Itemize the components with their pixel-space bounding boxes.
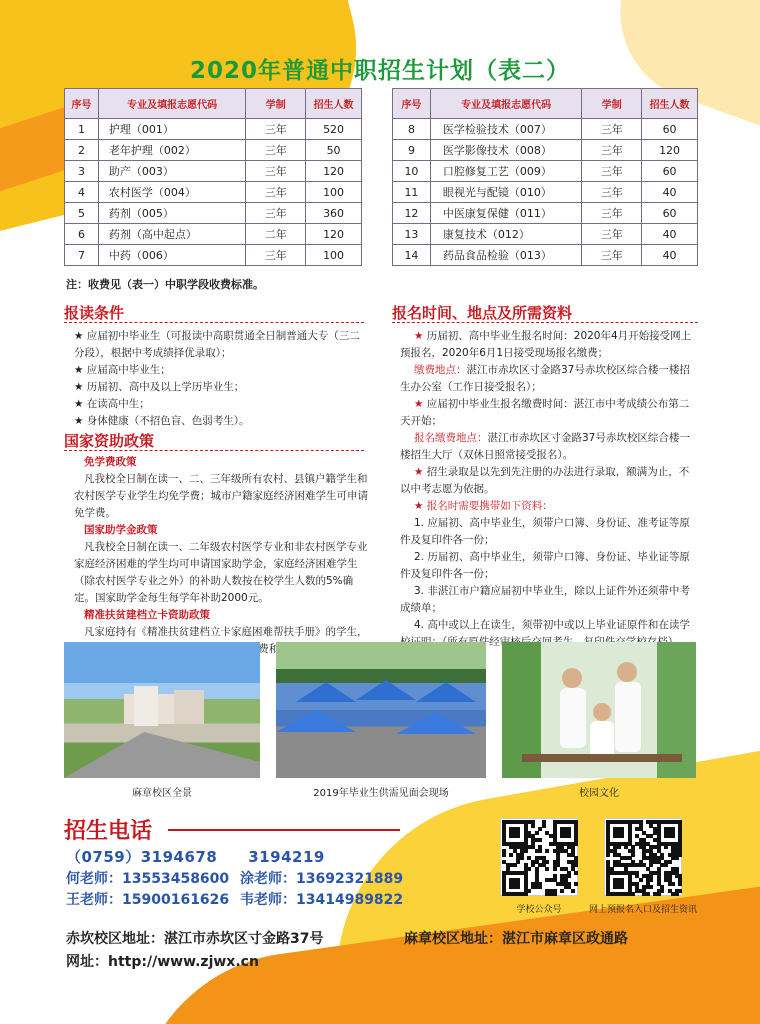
- qr-module: [553, 892, 557, 896]
- major-name: 康复技术（012）: [430, 224, 582, 245]
- col-header-count: 招生人数: [306, 89, 362, 119]
- teacher-phone: 13553458600: [122, 871, 230, 887]
- study-years: 三年: [582, 161, 642, 182]
- fee-note: 注：收费见（表一）中职学段收费标准。: [66, 278, 264, 291]
- plan-table-left: [64, 88, 362, 266]
- conditions-list: [74, 328, 370, 430]
- qr-module: [631, 853, 635, 857]
- address-value: 湛江市麻章区政通路: [502, 931, 628, 947]
- qr-module: [560, 889, 564, 893]
- free-tuition-title: 免学费政策: [84, 456, 137, 468]
- study-years: 三年: [246, 161, 306, 182]
- table-row: [65, 203, 362, 224]
- major-name: 农村医学（004）: [98, 182, 246, 203]
- star-icon: ★: [414, 398, 427, 410]
- qr-module: [571, 889, 575, 893]
- study-years: 三年: [246, 182, 306, 203]
- teacher-phone: 13414989822: [296, 892, 404, 908]
- major-name: 口腔修复工艺（009）: [430, 161, 582, 182]
- qr-module: [538, 838, 542, 842]
- enroll-count: 60: [642, 119, 698, 140]
- qr-module: [678, 882, 682, 886]
- qr-module: [545, 867, 549, 871]
- section-title-aid: 国家资助政策: [64, 432, 155, 450]
- qr-module: [620, 834, 624, 838]
- qr-module: [671, 834, 675, 838]
- address-label: 麻章校区地址：: [404, 931, 502, 947]
- qr-module: [649, 863, 653, 867]
- teacher-phone: 15900161626: [122, 892, 230, 908]
- teacher-name: 韦老师：: [240, 892, 296, 908]
- study-years: 三年: [582, 140, 642, 161]
- contact-divider: [168, 829, 400, 831]
- poverty-aid-text: 凡家庭持有《精准扶贫建档立卡家庭困难帮扶手册》的学生， 学费和国: [84, 626, 368, 655]
- major-name: 中医康复保健（011）: [430, 203, 582, 224]
- row-number: 7: [65, 245, 99, 266]
- qr-module: [527, 889, 531, 893]
- major-name: 护理（001）: [98, 119, 246, 140]
- plan-table-right: [392, 88, 698, 266]
- qr-module: [678, 889, 682, 893]
- table-row: [393, 224, 698, 245]
- col-header-years: 学制: [246, 89, 306, 119]
- campus-panorama-photo: [64, 642, 260, 778]
- qr-module: [646, 892, 650, 896]
- qr-module: [527, 867, 531, 871]
- study-years: 三年: [582, 182, 642, 203]
- qr-module: [664, 845, 668, 849]
- study-years: 三年: [582, 203, 642, 224]
- qr-module: [668, 860, 672, 864]
- qr-module: [538, 885, 542, 889]
- table-row: [65, 119, 362, 140]
- nurses-illustration: [502, 642, 696, 778]
- material-item: 4. 高中或以上在读生，须带初中或以上毕业证原件和在读学 件经: [414, 619, 690, 648]
- row-number: 1: [65, 119, 99, 140]
- main-phone: （0759）3194678 3194219: [66, 848, 325, 866]
- qr-module: [545, 849, 549, 853]
- col-header-no: 序号: [393, 89, 431, 119]
- qr-module: [639, 878, 643, 882]
- qr-module: [606, 853, 610, 857]
- row-number: 12: [393, 203, 431, 224]
- qr-module: [545, 860, 549, 864]
- study-years: 三年: [246, 245, 306, 266]
- condition-item: ★ 应届初中毕业生（可报读中高职贯通全日制普通大专（三二分段），根据中考成绩择优录取）；: [74, 330, 360, 359]
- table-row: [393, 203, 698, 224]
- building-illustration: [64, 642, 260, 778]
- study-years: 二年: [246, 224, 306, 245]
- col-header-no: 序号: [65, 89, 99, 119]
- website-link[interactable]: http://www.zjwx.cn: [108, 954, 259, 970]
- qr-module: [617, 845, 621, 849]
- col-header-years: 学制: [582, 89, 642, 119]
- enroll-count: 120: [642, 140, 698, 161]
- qr-module: [664, 863, 668, 867]
- page-title: 2020年普通中职招生计划（表二）: [189, 58, 570, 84]
- qr-module: [660, 889, 664, 893]
- section-title-registration: 报名时间、地点及所需资料: [392, 304, 573, 322]
- row-number: 14: [393, 245, 431, 266]
- table-row: [393, 119, 698, 140]
- condition-item: ★ 历届初、高中及以上学历毕业生；: [74, 381, 245, 393]
- enroll-count: 120: [306, 224, 362, 245]
- row-number: 10: [393, 161, 431, 182]
- enroll-count: 40: [642, 245, 698, 266]
- address-chikan: [66, 928, 323, 948]
- major-name: 药品食品检验（013）: [430, 245, 582, 266]
- qr-module: [649, 878, 653, 882]
- qr-module: [516, 834, 520, 838]
- teacher-contact: [240, 889, 403, 909]
- junior-fee-time: 应届初中毕业生报名缴费时间：湛江市中考成绩公布第二天开始；: [400, 398, 690, 427]
- website: [66, 951, 259, 971]
- table-row: [65, 245, 362, 266]
- enroll-count: 50: [306, 140, 362, 161]
- fee-place-label: 缴费地点：: [414, 364, 467, 376]
- qr-module: [631, 892, 635, 896]
- qr-module: [567, 834, 571, 838]
- qr-module: [516, 885, 520, 889]
- study-years: 三年: [246, 119, 306, 140]
- star-icon: ★: [414, 330, 427, 342]
- qr-module: [675, 892, 679, 896]
- table-row: [393, 140, 698, 161]
- row-number: 2: [65, 140, 99, 161]
- teacher-contact: [240, 868, 403, 888]
- enroll-count: 360: [306, 203, 362, 224]
- enroll-count: 520: [306, 119, 362, 140]
- qr-module: [524, 849, 528, 853]
- qr-module: [574, 882, 578, 886]
- enroll-count: 60: [642, 203, 698, 224]
- col-header-major: 专业及填报志愿代码: [430, 89, 582, 119]
- study-years: 三年: [582, 245, 642, 266]
- teacher-contact: [66, 889, 229, 909]
- free-tuition-text: 凡我校全日制在读一、二、三年级所有农村、县镇户籍学生和农村医学专业学生均免学费；城市户籍家庭经济困难学生可申请免学费。: [74, 473, 368, 519]
- row-number: 3: [65, 161, 99, 182]
- registration-place-text: 湛江市赤坎区寸金路37号赤坎校区综合楼一楼招生大厅（双休日照常接受报名）。: [400, 432, 690, 461]
- materials-label: 报名时需要携带如下资料：: [426, 500, 553, 512]
- qr-module: [574, 871, 578, 875]
- qr-module: [620, 885, 624, 889]
- contact-title: 招生电话: [64, 819, 153, 844]
- qr-module: [535, 831, 539, 835]
- qr-label: 学校公众号: [516, 905, 562, 915]
- table-row: [393, 161, 698, 182]
- poverty-aid-title: 精准扶贫建档立卡资助政策: [84, 609, 210, 621]
- qr-module: [542, 824, 546, 828]
- row-number: 6: [65, 224, 99, 245]
- job-fair-photo: [276, 642, 486, 778]
- admission-rule: 招生录取是以先到先注册的办法进行录取，额满为止，不以中考志愿为依据。: [400, 466, 690, 495]
- address-value: 湛江市赤坎区寸金路37号: [164, 931, 324, 947]
- registration-place-label: 报名缴费地点：: [414, 432, 488, 444]
- study-years: 三年: [582, 224, 642, 245]
- qr-code-official-account[interactable]: [500, 818, 578, 896]
- enroll-count: 60: [642, 161, 698, 182]
- condition-item: ★ 在读高中生；: [74, 398, 150, 410]
- grant-title: 国家助学金政策: [84, 524, 158, 536]
- major-name: 眼视光与配镜（010）: [430, 182, 582, 203]
- enroll-count: 120: [306, 161, 362, 182]
- photo-caption: 麻章校区全景: [132, 788, 192, 799]
- table-row: [65, 140, 362, 161]
- major-name: 医学影像技术（008）: [430, 140, 582, 161]
- section-divider: [392, 322, 698, 323]
- material-item: 2. 历届初、高中毕业生，须带户口簿、身份证、毕业证等原件及复印件各一份；: [400, 551, 690, 580]
- photo-caption: 2019年毕业生供需见面会现场: [313, 788, 449, 799]
- row-number: 11: [393, 182, 431, 203]
- qr-module: [675, 856, 679, 860]
- major-name: 药剂（高中起点）: [98, 224, 246, 245]
- tents-illustration: [276, 642, 486, 778]
- section-divider: [64, 450, 364, 451]
- enroll-count: 40: [642, 224, 698, 245]
- qr-module: [538, 849, 542, 853]
- enroll-count: 100: [306, 182, 362, 203]
- qr-module: [657, 892, 661, 896]
- qr-module: [509, 853, 513, 857]
- address-label: 赤坎校区地址：: [66, 931, 164, 947]
- qr-module: [649, 885, 653, 889]
- qr-code-online-registration[interactable]: [604, 818, 682, 896]
- table-row: [393, 182, 698, 203]
- photo-caption: 校园文化: [579, 788, 619, 799]
- fee-place-text: 湛江市赤坎区寸金路37号赤坎校区综合楼一楼招生办公室（工作日接受报名）；: [400, 364, 690, 393]
- qr-module: [671, 882, 675, 886]
- col-header-major: 专业及填报志愿代码: [98, 89, 246, 119]
- star-icon: ★: [414, 500, 427, 512]
- aid-policy-text: [74, 454, 370, 658]
- address-mazhang: [404, 928, 628, 948]
- teacher-name: 王老师：: [66, 892, 122, 908]
- qr-label: 网上预报名入口及招生资讯: [588, 905, 697, 915]
- qr-module: [502, 853, 506, 857]
- star-icon: ★: [414, 466, 427, 478]
- row-number: 5: [65, 203, 99, 224]
- row-number: 13: [393, 224, 431, 245]
- major-name: 助产（003）: [98, 161, 246, 182]
- table-row: [393, 245, 698, 266]
- qr-module: [516, 860, 520, 864]
- teacher-phone: 13692321889: [296, 871, 404, 887]
- section-divider: [64, 322, 364, 323]
- table-row: [65, 161, 362, 182]
- enroll-count: 40: [642, 182, 698, 203]
- condition-item: ★ 应届高中毕业生；: [74, 364, 171, 376]
- study-years: 三年: [246, 140, 306, 161]
- major-name: 中药（006）: [98, 245, 246, 266]
- grant-text: 凡我校全日制在读一、二年级农村医学专业和非农村医学专业家庭经济困难的学生均可申请国家助学金，家庭经济困难学生（除农村医学专业之外）的补助人数按在校学生人数的5%确定。国家助学金每生每学年补助2000元。: [74, 541, 368, 604]
- study-years: 三年: [582, 119, 642, 140]
- teacher-contact: [66, 868, 229, 888]
- row-number: 8: [393, 119, 431, 140]
- col-header-count: 招生人数: [642, 89, 698, 119]
- qr-module: [567, 874, 571, 878]
- condition-item: ★ 身体健康（不招色盲、色弱考生）。: [74, 415, 250, 427]
- registration-text: [400, 328, 698, 651]
- qr-module: [574, 842, 578, 846]
- material-item: 3. 非湛江市户籍应届初中毕业生，除以上证件外还须带中考成绩单；: [400, 585, 690, 614]
- table-row: [65, 182, 362, 203]
- qr-module: [538, 827, 542, 831]
- material-item: 1. 应届初、高中毕业生，须带户口簿、身份证、准考证等原件及复印件各一份；: [400, 517, 690, 546]
- teacher-name: 涂老师：: [240, 871, 296, 887]
- registration-time: 历届初、高中毕业生报名时间：2020年4月开始接受网上预报名，2020年6月1日接受现场报名缴费；: [400, 330, 692, 359]
- major-name: 医学检验技术（007）: [430, 119, 582, 140]
- major-name: 药剂（005）: [98, 203, 246, 224]
- campus-culture-photo: [502, 642, 696, 778]
- major-name: 老年护理（002）: [98, 140, 246, 161]
- table-row: [65, 224, 362, 245]
- section-title-conditions: 报读条件: [64, 304, 125, 322]
- enroll-count: 100: [306, 245, 362, 266]
- qr-module: [678, 853, 682, 857]
- qr-module: [524, 892, 528, 896]
- study-years: 三年: [246, 203, 306, 224]
- row-number: 4: [65, 182, 99, 203]
- qr-module: [553, 867, 557, 871]
- qr-module: [531, 824, 535, 828]
- qr-module: [520, 856, 524, 860]
- website-label: 网址：: [66, 954, 108, 970]
- teacher-name: 何老师：: [66, 871, 122, 887]
- qr-module: [513, 863, 517, 867]
- row-number: 9: [393, 140, 431, 161]
- qr-module: [574, 863, 578, 867]
